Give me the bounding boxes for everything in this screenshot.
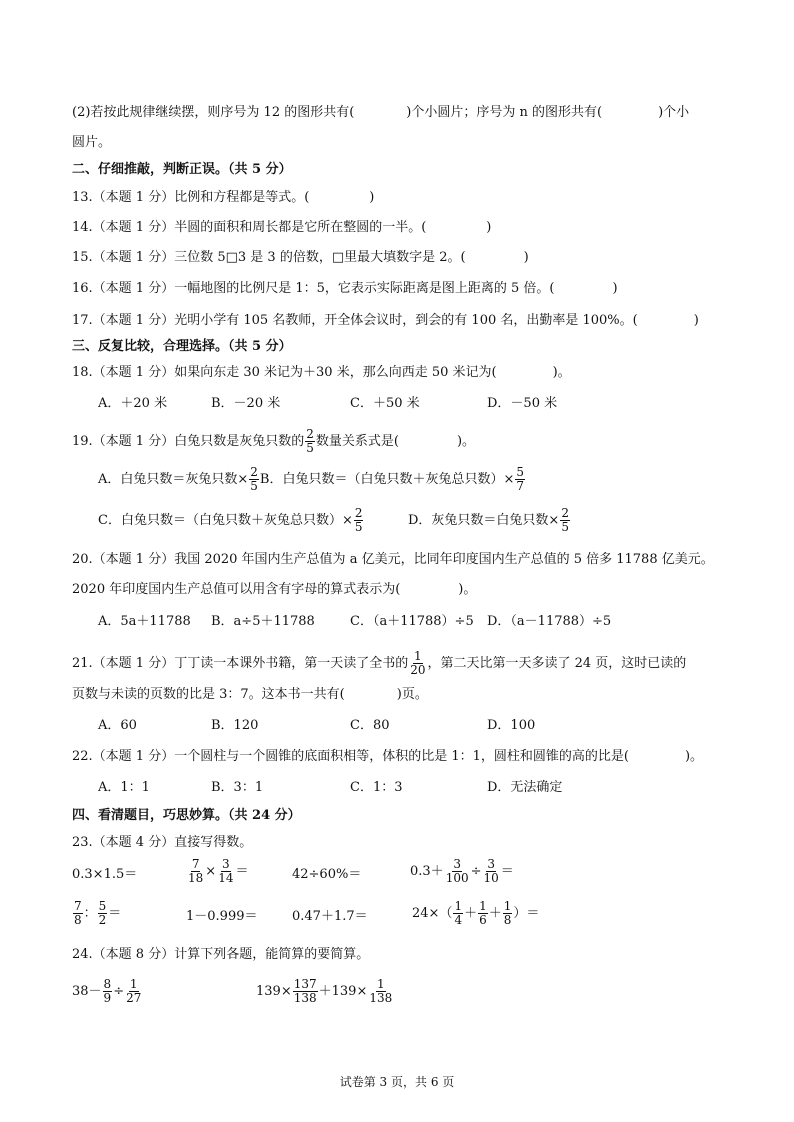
q21-option-a[interactable]: A．60 xyxy=(98,718,137,733)
q24-expr-2: 139× $\frac{137}{138}$ ＋139× $\frac{1}{138}$ xyxy=(256,977,393,1005)
q21-option-b[interactable]: B．120 xyxy=(211,718,259,733)
q19-option-d[interactable]: D．灰兔只数＝白兔只数× $\frac{2}{5}$ xyxy=(408,506,569,534)
question-22: 22.（本题 1 分）一个圆柱与一个圆锥的底面积相等，体积的比是 1：1，圆柱和圆锥的高的比是( )。 xyxy=(72,749,704,764)
q22-option-b[interactable]: B．3：1 xyxy=(211,780,264,795)
q18-option-c[interactable]: C．＋50 米 xyxy=(350,396,420,411)
q18-option-b[interactable]: B．－20 米 xyxy=(211,396,281,411)
fraction: $\frac{1}{20}$ xyxy=(410,649,426,677)
question-23: 23.（本题 4 分）直接写得数。 xyxy=(72,835,253,850)
q23-expr-6: 1－0.999＝ xyxy=(186,909,258,924)
q18-option-d[interactable]: D．－50 米 xyxy=(487,396,558,411)
question-24: 24.（本题 8 分）计算下列各题，能简算的要简算。 xyxy=(72,947,370,962)
q20-option-b[interactable]: B．a÷5＋11788 xyxy=(211,614,315,629)
q19-option-a[interactable]: A．白兔只数＝灰兔只数× $\frac{2}{5}$ xyxy=(98,465,258,493)
q19-option-a-b xyxy=(98,466,526,493)
q23-expr-8: 24×（ $\frac{1}{4}$ ＋ $\frac{1}{6}$ ＋ $\frac{1}{8}$ ）＝ xyxy=(412,899,540,927)
q22-option-d[interactable]: D．无法确定 xyxy=(487,780,563,795)
question-17: 17.（本题 1 分）光明小学有 105 名教师，开全体会议时，到会的有 100 名，出勤率是 100%。( ) xyxy=(72,313,699,328)
q20-option-a[interactable]: A．5a＋11788 xyxy=(98,614,191,629)
question-19: 19.（本题 1 分）白兔只数是灰兔只数的 $\frac{2}{5}$ 数量关系式是( )。 xyxy=(72,427,476,455)
q23-expr-3: 42÷60%＝ xyxy=(292,867,362,882)
question-20-line2: 2020 年印度国内生产总值可以用含有字母的算式表示为( )。 xyxy=(72,582,477,597)
question-13: 13.（本题 1 分）比例和方程都是等式。( ) xyxy=(72,190,375,205)
q21-option-d[interactable]: D．100 xyxy=(487,718,536,733)
section-3-title: 三、反复比较，合理选择。（共 5 分） xyxy=(72,339,292,354)
question-21-line1: 21.（本题 1 分）丁丁读一本课外书籍，第一天读了全书的 $\frac{1}{20}$ ，第二天比第一天多读了 24 页，这时已读的 xyxy=(72,649,687,677)
q21-option-c[interactable]: C．80 xyxy=(350,718,390,733)
q12-part2-line2: 圆片。 xyxy=(72,135,112,150)
question-16: 16.（本题 1 分）一幅地图的比例尺是 1：5，它表示实际距离是图上距离的 5 倍。( ) xyxy=(72,281,618,296)
q19-option-c[interactable]: C．白兔只数＝（白兔只数＋灰兔总只数）× $\frac{2}{5}$ xyxy=(98,506,363,534)
q24-expr-1: 38－ $\frac{8}{9}$ ÷ $\frac{1}{27}$ xyxy=(72,977,142,1005)
q22-option-a[interactable]: A．1：1 xyxy=(98,780,150,795)
q12-part2-line1: (2)若按此规律继续摆，则序号为 12 的图形共有( )个小圆片；序号为 n 的图形共有( )个小 xyxy=(72,105,690,120)
fraction: $\frac{2}{5}$ xyxy=(306,427,314,455)
q23-expr-2: $\frac{7}{18}$ × $\frac{3}{14}$ ＝ xyxy=(188,857,249,885)
section-2-title: 二、仔细推敲，判断正误。（共 5 分） xyxy=(72,162,292,177)
q18-option-a[interactable]: A．＋20 米 xyxy=(98,396,168,411)
q19-option-b[interactable]: B．白兔只数＝（白兔只数＋灰兔总只数）× $\frac{5}{7}$ xyxy=(259,465,525,493)
q22-option-c[interactable]: C．1：3 xyxy=(350,780,403,795)
q23-expr-7: 0.47＋1.7＝ xyxy=(292,909,368,924)
question-20-line1: 20.（本题 1 分）我国 2020 年国内生产总值为 a 亿美元，比同年印度国内生产总值的 5 倍多 11788 亿美元。 xyxy=(72,552,714,567)
question-21-line2: 页数与未读的页数的比是 3：7。这本书一共有( )页。 xyxy=(72,687,428,702)
q20-option-c[interactable]: C．（a＋11788）÷5 xyxy=(350,614,474,629)
question-18: 18.（本题 1 分）如果向东走 30 米记为＋30 米，那么向西走 50 米记为( )。 xyxy=(72,365,571,380)
question-15: 15.（本题 1 分）三位数 5□3 是 3 的倍数，□里最大填数字是 2。( ) xyxy=(72,250,529,265)
page-footer: 试卷第 3 页，共 6 页 xyxy=(339,1075,455,1089)
q23-expr-5: $\frac{7}{8}$ ： $\frac{5}{2}$ ＝ xyxy=(74,899,122,927)
q23-expr-1: 0.3×1.5＝ xyxy=(72,867,138,882)
section-4-title: 四、看清题目，巧思妙算。（共 24 分） xyxy=(72,808,301,823)
q20-option-d[interactable]: D．（a－11788）÷5 xyxy=(487,614,612,629)
q23-expr-4: 0.3＋ $\frac{3}{100}$ ÷ $\frac{3}{10}$ ＝ xyxy=(410,857,514,885)
question-14: 14.（本题 1 分）半圆的面积和周长都是它所在整圆的一半。( ) xyxy=(72,220,492,235)
